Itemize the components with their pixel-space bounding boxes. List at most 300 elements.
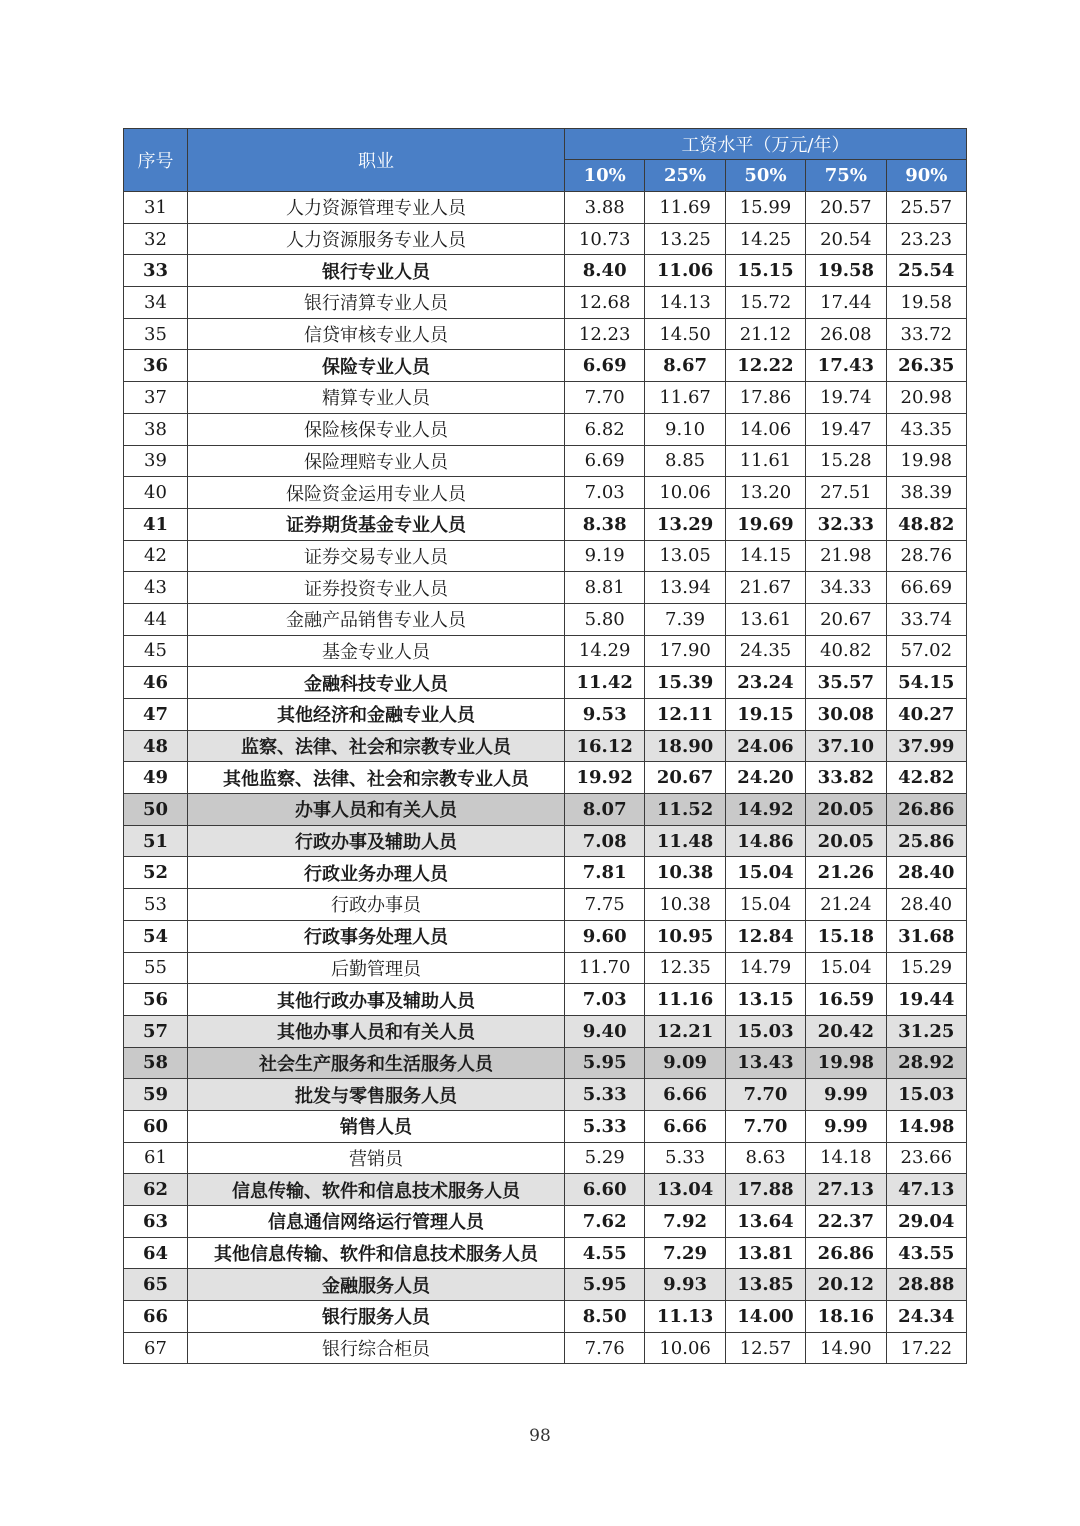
cell-wage-p10: 8.50	[565, 1301, 645, 1333]
cell-wage-p10: 9.19	[565, 540, 645, 572]
cell-wage-p10: 7.76	[565, 1332, 645, 1364]
cell-wage-p25: 10.95	[645, 920, 725, 952]
cell-wage-p75: 19.74	[806, 382, 886, 414]
header-wage-group: 工资水平（万元/年）	[565, 129, 967, 160]
table-row	[124, 1110, 967, 1142]
cell-wage-p90: 31.25	[886, 1015, 966, 1047]
cell-wage-p10: 7.03	[565, 984, 645, 1016]
cell-job: 其他行政办事及辅助人员	[188, 984, 565, 1016]
cell-wage-p25: 10.38	[645, 889, 725, 921]
cell-wage-p90: 43.55	[886, 1237, 966, 1269]
table-row	[124, 318, 967, 350]
cell-wage-p75: 26.86	[806, 1237, 886, 1269]
table-row	[124, 603, 967, 635]
cell-wage-p25: 13.05	[645, 540, 725, 572]
cell-wage-p50: 24.06	[725, 730, 805, 762]
cell-wage-p50: 13.43	[725, 1047, 805, 1079]
cell-wage-p75: 15.28	[806, 445, 886, 477]
cell-job: 其他办事人员和有关人员	[188, 1015, 565, 1047]
cell-wage-p10: 9.40	[565, 1015, 645, 1047]
cell-wage-p25: 10.38	[645, 857, 725, 889]
cell-wage-p50: 14.79	[725, 952, 805, 984]
table-row	[124, 223, 967, 255]
cell-wage-p10: 8.40	[565, 255, 645, 287]
cell-wage-p75: 17.44	[806, 287, 886, 319]
table-row	[124, 699, 967, 731]
cell-no: 59	[124, 1079, 188, 1111]
table-row	[124, 762, 967, 794]
table-row	[124, 192, 967, 224]
cell-wage-p90: 19.58	[886, 287, 966, 319]
cell-no: 34	[124, 287, 188, 319]
cell-wage-p75: 9.99	[806, 1079, 886, 1111]
cell-no: 53	[124, 889, 188, 921]
cell-wage-p90: 26.35	[886, 350, 966, 382]
cell-wage-p10: 12.23	[565, 318, 645, 350]
cell-job: 后勤管理员	[188, 952, 565, 984]
cell-job: 信息传输、软件和信息技术服务人员	[188, 1174, 565, 1206]
cell-job: 行政事务处理人员	[188, 920, 565, 952]
cell-wage-p10: 11.42	[565, 667, 645, 699]
table-row	[124, 920, 967, 952]
cell-wage-p10: 7.03	[565, 477, 645, 509]
cell-wage-p10: 16.12	[565, 730, 645, 762]
cell-job: 信息通信网络运行管理人员	[188, 1206, 565, 1238]
table-row	[124, 730, 967, 762]
cell-no: 52	[124, 857, 188, 889]
cell-wage-p25: 10.06	[645, 477, 725, 509]
cell-wage-p75: 19.58	[806, 255, 886, 287]
cell-wage-p50: 13.15	[725, 984, 805, 1016]
table-row	[124, 1301, 967, 1333]
cell-wage-p90: 28.40	[886, 857, 966, 889]
cell-wage-p25: 20.67	[645, 762, 725, 794]
cell-job: 银行专业人员	[188, 255, 565, 287]
cell-job: 保险理赔专业人员	[188, 445, 565, 477]
cell-job: 批发与零售服务人员	[188, 1079, 565, 1111]
cell-no: 45	[124, 635, 188, 667]
cell-job: 证券交易专业人员	[188, 540, 565, 572]
cell-wage-p75: 34.33	[806, 572, 886, 604]
table-row	[124, 350, 967, 382]
header-percentile-10: 10%	[565, 160, 645, 192]
cell-wage-p90: 15.03	[886, 1079, 966, 1111]
cell-no: 48	[124, 730, 188, 762]
cell-wage-p50: 15.99	[725, 192, 805, 224]
cell-no: 64	[124, 1237, 188, 1269]
cell-wage-p50: 12.22	[725, 350, 805, 382]
table-row	[124, 1142, 967, 1174]
cell-wage-p50: 14.15	[725, 540, 805, 572]
cell-job: 行政业务办理人员	[188, 857, 565, 889]
cell-wage-p75: 21.26	[806, 857, 886, 889]
table-row	[124, 794, 967, 826]
cell-wage-p90: 29.04	[886, 1206, 966, 1238]
header-percentile-50: 50%	[725, 160, 805, 192]
cell-wage-p25: 7.92	[645, 1206, 725, 1238]
page-number: 98	[529, 1426, 551, 1446]
table-header	[124, 129, 967, 192]
cell-wage-p10: 10.73	[565, 223, 645, 255]
cell-wage-p90: 17.22	[886, 1332, 966, 1364]
cell-wage-p90: 20.98	[886, 382, 966, 414]
cell-wage-p25: 11.69	[645, 192, 725, 224]
cell-job: 金融产品销售专业人员	[188, 603, 565, 635]
table-row	[124, 287, 967, 319]
cell-wage-p25: 12.35	[645, 952, 725, 984]
cell-wage-p10: 5.95	[565, 1047, 645, 1079]
cell-wage-p75: 27.13	[806, 1174, 886, 1206]
cell-wage-p75: 20.05	[806, 825, 886, 857]
cell-no: 33	[124, 255, 188, 287]
cell-wage-p50: 13.61	[725, 603, 805, 635]
cell-wage-p25: 13.04	[645, 1174, 725, 1206]
table-row	[124, 445, 967, 477]
cell-wage-p50: 14.25	[725, 223, 805, 255]
cell-wage-p10: 6.82	[565, 413, 645, 445]
cell-job: 银行综合柜员	[188, 1332, 565, 1364]
cell-wage-p75: 21.98	[806, 540, 886, 572]
table-row	[124, 413, 967, 445]
cell-wage-p50: 15.72	[725, 287, 805, 319]
table-row	[124, 1174, 967, 1206]
cell-job: 其他信息传输、软件和信息技术服务人员	[188, 1237, 565, 1269]
cell-wage-p10: 7.70	[565, 382, 645, 414]
cell-no: 67	[124, 1332, 188, 1364]
cell-no: 63	[124, 1206, 188, 1238]
cell-wage-p75: 22.37	[806, 1206, 886, 1238]
cell-wage-p25: 13.25	[645, 223, 725, 255]
cell-wage-p90: 19.98	[886, 445, 966, 477]
cell-wage-p90: 28.76	[886, 540, 966, 572]
header-percentile-90: 90%	[886, 160, 966, 192]
cell-job: 基金专业人员	[188, 635, 565, 667]
cell-wage-p10: 5.33	[565, 1110, 645, 1142]
cell-no: 46	[124, 667, 188, 699]
cell-wage-p50: 11.61	[725, 445, 805, 477]
cell-wage-p90: 25.86	[886, 825, 966, 857]
cell-no: 51	[124, 825, 188, 857]
cell-wage-p25: 10.06	[645, 1332, 725, 1364]
cell-wage-p90: 31.68	[886, 920, 966, 952]
cell-wage-p75: 20.05	[806, 794, 886, 826]
cell-job: 证券投资专业人员	[188, 572, 565, 604]
table-row	[124, 572, 967, 604]
cell-wage-p75: 19.98	[806, 1047, 886, 1079]
cell-wage-p90: 28.88	[886, 1269, 966, 1301]
cell-wage-p90: 37.99	[886, 730, 966, 762]
cell-wage-p25: 15.39	[645, 667, 725, 699]
cell-wage-p75: 17.43	[806, 350, 886, 382]
cell-wage-p75: 16.59	[806, 984, 886, 1016]
cell-wage-p25: 5.33	[645, 1142, 725, 1174]
cell-wage-p50: 15.15	[725, 255, 805, 287]
cell-wage-p10: 6.69	[565, 445, 645, 477]
cell-wage-p25: 6.66	[645, 1079, 725, 1111]
cell-wage-p10: 8.07	[565, 794, 645, 826]
cell-job: 金融科技专业人员	[188, 667, 565, 699]
cell-wage-p50: 7.70	[725, 1110, 805, 1142]
cell-wage-p90: 54.15	[886, 667, 966, 699]
header-percentile-25: 25%	[645, 160, 725, 192]
cell-wage-p25: 14.50	[645, 318, 725, 350]
table-row	[124, 1206, 967, 1238]
cell-wage-p25: 11.67	[645, 382, 725, 414]
cell-job: 其他监察、法律、社会和宗教专业人员	[188, 762, 565, 794]
cell-job: 银行服务人员	[188, 1301, 565, 1333]
cell-no: 44	[124, 603, 188, 635]
cell-no: 65	[124, 1269, 188, 1301]
cell-no: 58	[124, 1047, 188, 1079]
cell-no: 31	[124, 192, 188, 224]
cell-wage-p50: 15.04	[725, 857, 805, 889]
cell-wage-p50: 8.63	[725, 1142, 805, 1174]
cell-job: 行政办事及辅助人员	[188, 825, 565, 857]
cell-no: 42	[124, 540, 188, 572]
cell-wage-p10: 5.33	[565, 1079, 645, 1111]
table-row	[124, 825, 967, 857]
cell-wage-p75: 20.57	[806, 192, 886, 224]
cell-wage-p25: 8.85	[645, 445, 725, 477]
cell-wage-p90: 28.92	[886, 1047, 966, 1079]
cell-wage-p25: 12.11	[645, 699, 725, 731]
cell-wage-p25: 11.06	[645, 255, 725, 287]
cell-wage-p50: 24.35	[725, 635, 805, 667]
cell-wage-p25: 11.13	[645, 1301, 725, 1333]
cell-wage-p75: 19.47	[806, 413, 886, 445]
cell-wage-p90: 33.72	[886, 318, 966, 350]
cell-job: 营销员	[188, 1142, 565, 1174]
cell-wage-p25: 13.29	[645, 508, 725, 540]
cell-wage-p50: 12.57	[725, 1332, 805, 1364]
cell-wage-p50: 19.69	[725, 508, 805, 540]
cell-wage-p75: 26.08	[806, 318, 886, 350]
cell-no: 56	[124, 984, 188, 1016]
cell-wage-p50: 13.81	[725, 1237, 805, 1269]
cell-wage-p50: 13.64	[725, 1206, 805, 1238]
cell-wage-p25: 11.48	[645, 825, 725, 857]
table-row	[124, 382, 967, 414]
table-row	[124, 477, 967, 509]
table-row	[124, 1047, 967, 1079]
cell-wage-p90: 40.27	[886, 699, 966, 731]
cell-wage-p50: 14.00	[725, 1301, 805, 1333]
cell-wage-p75: 20.12	[806, 1269, 886, 1301]
cell-wage-p50: 12.84	[725, 920, 805, 952]
cell-wage-p25: 12.21	[645, 1015, 725, 1047]
cell-wage-p50: 17.86	[725, 382, 805, 414]
cell-wage-p75: 32.33	[806, 508, 886, 540]
table-row	[124, 508, 967, 540]
cell-no: 39	[124, 445, 188, 477]
cell-job: 金融服务人员	[188, 1269, 565, 1301]
cell-wage-p75: 30.08	[806, 699, 886, 731]
table-row	[124, 1015, 967, 1047]
table-body	[124, 192, 967, 1364]
cell-wage-p10: 7.08	[565, 825, 645, 857]
cell-wage-p90: 23.66	[886, 1142, 966, 1174]
cell-wage-p50: 14.92	[725, 794, 805, 826]
cell-wage-p90: 25.54	[886, 255, 966, 287]
cell-no: 61	[124, 1142, 188, 1174]
cell-wage-p90: 47.13	[886, 1174, 966, 1206]
table-row	[124, 952, 967, 984]
cell-job: 人力资源服务专业人员	[188, 223, 565, 255]
cell-wage-p75: 20.54	[806, 223, 886, 255]
cell-wage-p75: 40.82	[806, 635, 886, 667]
cell-wage-p10: 9.53	[565, 699, 645, 731]
cell-wage-p90: 48.82	[886, 508, 966, 540]
cell-no: 36	[124, 350, 188, 382]
cell-wage-p90: 38.39	[886, 477, 966, 509]
cell-wage-p90: 43.35	[886, 413, 966, 445]
cell-wage-p90: 26.86	[886, 794, 966, 826]
cell-wage-p75: 15.18	[806, 920, 886, 952]
cell-job: 行政办事员	[188, 889, 565, 921]
cell-no: 40	[124, 477, 188, 509]
cell-no: 54	[124, 920, 188, 952]
cell-wage-p75: 14.90	[806, 1332, 886, 1364]
cell-wage-p10: 4.55	[565, 1237, 645, 1269]
cell-job: 人力资源管理专业人员	[188, 192, 565, 224]
header-job: 职业	[188, 129, 565, 192]
cell-job: 保险专业人员	[188, 350, 565, 382]
table-row	[124, 1237, 967, 1269]
cell-wage-p10: 12.68	[565, 287, 645, 319]
cell-wage-p10: 6.60	[565, 1174, 645, 1206]
cell-wage-p75: 20.42	[806, 1015, 886, 1047]
table-row	[124, 635, 967, 667]
cell-wage-p90: 42.82	[886, 762, 966, 794]
cell-wage-p90: 14.98	[886, 1110, 966, 1142]
cell-wage-p50: 13.20	[725, 477, 805, 509]
cell-wage-p10: 19.92	[565, 762, 645, 794]
cell-wage-p10: 5.95	[565, 1269, 645, 1301]
cell-wage-p90: 25.57	[886, 192, 966, 224]
cell-wage-p10: 5.29	[565, 1142, 645, 1174]
cell-wage-p25: 14.13	[645, 287, 725, 319]
cell-job: 保险资金运用专业人员	[188, 477, 565, 509]
cell-wage-p50: 14.86	[725, 825, 805, 857]
cell-no: 66	[124, 1301, 188, 1333]
cell-wage-p90: 66.69	[886, 572, 966, 604]
header-no: 序号	[124, 129, 188, 192]
cell-no: 35	[124, 318, 188, 350]
cell-wage-p25: 8.67	[645, 350, 725, 382]
cell-job: 保险核保专业人员	[188, 413, 565, 445]
cell-wage-p50: 7.70	[725, 1079, 805, 1111]
cell-wage-p50: 13.85	[725, 1269, 805, 1301]
table-row	[124, 1079, 967, 1111]
cell-no: 55	[124, 952, 188, 984]
cell-wage-p50: 24.20	[725, 762, 805, 794]
cell-wage-p25: 13.94	[645, 572, 725, 604]
cell-job: 银行清算专业人员	[188, 287, 565, 319]
cell-wage-p25: 11.16	[645, 984, 725, 1016]
cell-wage-p75: 27.51	[806, 477, 886, 509]
cell-no: 37	[124, 382, 188, 414]
cell-no: 60	[124, 1110, 188, 1142]
cell-wage-p90: 33.74	[886, 603, 966, 635]
cell-no: 62	[124, 1174, 188, 1206]
cell-wage-p25: 9.09	[645, 1047, 725, 1079]
cell-wage-p90: 15.29	[886, 952, 966, 984]
cell-wage-p50: 19.15	[725, 699, 805, 731]
cell-no: 57	[124, 1015, 188, 1047]
cell-wage-p10: 9.60	[565, 920, 645, 952]
cell-wage-p10: 7.62	[565, 1206, 645, 1238]
cell-no: 41	[124, 508, 188, 540]
cell-wage-p90: 57.02	[886, 635, 966, 667]
table-row	[124, 984, 967, 1016]
cell-job: 销售人员	[188, 1110, 565, 1142]
cell-wage-p75: 9.99	[806, 1110, 886, 1142]
cell-wage-p50: 17.88	[725, 1174, 805, 1206]
cell-no: 43	[124, 572, 188, 604]
cell-job: 信贷审核专业人员	[188, 318, 565, 350]
cell-wage-p25: 11.52	[645, 794, 725, 826]
cell-no: 49	[124, 762, 188, 794]
cell-wage-p90: 19.44	[886, 984, 966, 1016]
cell-wage-p50: 23.24	[725, 667, 805, 699]
cell-wage-p75: 14.18	[806, 1142, 886, 1174]
cell-wage-p25: 18.90	[645, 730, 725, 762]
cell-wage-p10: 11.70	[565, 952, 645, 984]
cell-wage-p10: 3.88	[565, 192, 645, 224]
cell-wage-p25: 17.90	[645, 635, 725, 667]
cell-wage-p50: 15.04	[725, 889, 805, 921]
cell-wage-p75: 15.04	[806, 952, 886, 984]
table-row	[124, 889, 967, 921]
cell-wage-p90: 28.40	[886, 889, 966, 921]
cell-job: 证券期货基金专业人员	[188, 508, 565, 540]
cell-wage-p10: 5.80	[565, 603, 645, 635]
cell-wage-p25: 7.39	[645, 603, 725, 635]
cell-wage-p50: 21.67	[725, 572, 805, 604]
cell-job: 精算专业人员	[188, 382, 565, 414]
cell-wage-p75: 18.16	[806, 1301, 886, 1333]
cell-wage-p25: 9.93	[645, 1269, 725, 1301]
cell-wage-p90: 23.23	[886, 223, 966, 255]
cell-wage-p25: 6.66	[645, 1110, 725, 1142]
cell-wage-p10: 7.75	[565, 889, 645, 921]
cell-no: 47	[124, 699, 188, 731]
table-row	[124, 1332, 967, 1364]
cell-wage-p10: 7.81	[565, 857, 645, 889]
cell-job: 其他经济和金融专业人员	[188, 699, 565, 731]
table-row	[124, 255, 967, 287]
cell-job: 办事人员和有关人员	[188, 794, 565, 826]
cell-no: 38	[124, 413, 188, 445]
cell-wage-p25: 9.10	[645, 413, 725, 445]
cell-wage-p90: 24.34	[886, 1301, 966, 1333]
cell-wage-p10: 8.38	[565, 508, 645, 540]
cell-wage-p50: 15.03	[725, 1015, 805, 1047]
cell-wage-p10: 8.81	[565, 572, 645, 604]
cell-job: 监察、法律、社会和宗教专业人员	[188, 730, 565, 762]
cell-wage-p10: 14.29	[565, 635, 645, 667]
cell-wage-p25: 7.29	[645, 1237, 725, 1269]
cell-wage-p75: 35.57	[806, 667, 886, 699]
table-row	[124, 667, 967, 699]
table-row	[124, 857, 967, 889]
cell-wage-p50: 14.06	[725, 413, 805, 445]
table-row	[124, 1269, 967, 1301]
cell-wage-p75: 33.82	[806, 762, 886, 794]
cell-wage-p50: 21.12	[725, 318, 805, 350]
cell-no: 32	[124, 223, 188, 255]
cell-wage-p10: 6.69	[565, 350, 645, 382]
